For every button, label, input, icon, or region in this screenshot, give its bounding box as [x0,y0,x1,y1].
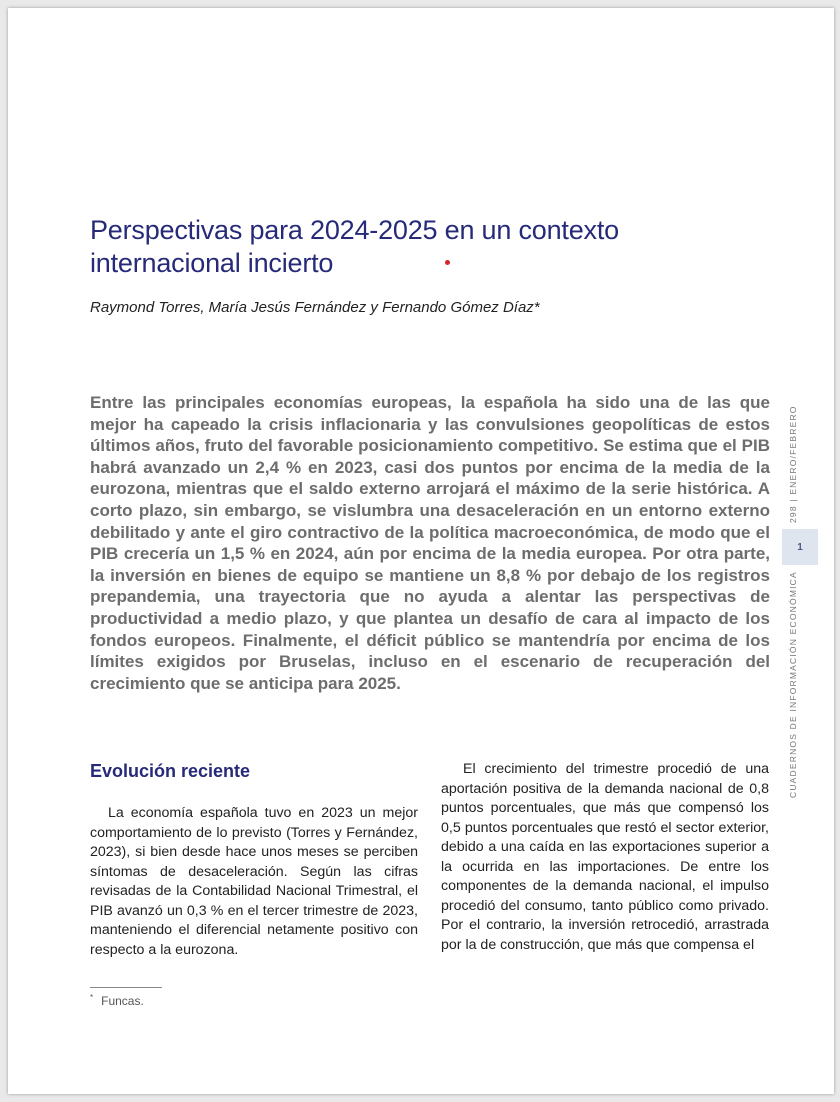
footnote-text: Funcas. [101,994,144,1008]
body-paragraph-right: El crecimiento del trimestre procedió de una aportación positiva de la demanda nacional de 0,8 puntos porcentuales, que más que compensó los 0,5 puntos porcentuales que restó el sector exterior, debido a una caída en las exportaciones superior a la ocurrida en las importaciones. De entre los componentes de la demanda nacional, el impulso procedió del consumo, tanto público como privado. Por el contrario, la inversión retrocedió, arrastrada por la de construcción, que más que compensa el [441,761,769,953]
journal-label: CUADERNOS DE INFORMACIÓN ECONÓMICA [788,571,798,798]
footnote-marker: * [90,993,94,1002]
footnote [90,993,144,1008]
article-title: Perspectivas para 2024-2025 en un contexto internacional incierto [90,215,619,278]
body-paragraph-left: La economía española tuvo en 2023 un mejor comportamiento de lo previsto (Torres y Fernández, 2023), si bien desde hace unos meses se perciben síntomas de desaceleración. Según las cifras revisadas de la Contabilidad Nacional Trimestral, el PIB avanzó un 0,3 % en el tercer trimestre de 2023, manteniendo el diferencial netamente positivo con respecto a la eurozona. [90,805,418,958]
issue-label: 298 | ENERO/FEBRERO [788,405,798,523]
abstract: Entre las principales economías europeas, la española ha sido una de las que mejor ha capeado la crisis inflacionaria y las convulsiones geopolíticas de estos últimos años, fruto del favorable posicionamiento competitivo. Se estima que el PIB habrá avanzado un 2,4 % en 2023, casi dos puntos por encima de la media de la eurozona, mientras que el saldo externo arrojará el máximo de la serie histórica. A corto plazo, sin embargo, se vislumbra una desaceleración en un entorno externo debilitado y ante el giro contractivo de la política macroeconómica, de modo que el PIB crecería un 1,5 % en 2024, aún por encima de la media europea. Por otra parte, la inversión en bienes de equipo se mantiene un 8,8 % por debajo de los registros prepandemia, una trayectoria que no ayuda a alentar las perspectivas de productividad a medio plazo, y que plantea un desafío de cara al impacto de los fondos europeos. Finalmente, el déficit público se mantendría por encima de los límites exigidos por Bruselas, incluso en el escenario de recuperación del crecimiento que se anticipa para 2025. [90,393,770,693]
section-heading: Evolución reciente [90,761,251,781]
author-line: Raymond Torres, María Jesús Fernández y Fernando Gómez Díaz* [90,299,540,316]
sidebar-running-head [788,403,808,803]
page-number: 1 [797,541,803,553]
document-page [8,8,834,1094]
page-number-tab [782,529,818,565]
title-accent-dot [445,260,450,265]
footnote-divider [90,987,162,988]
